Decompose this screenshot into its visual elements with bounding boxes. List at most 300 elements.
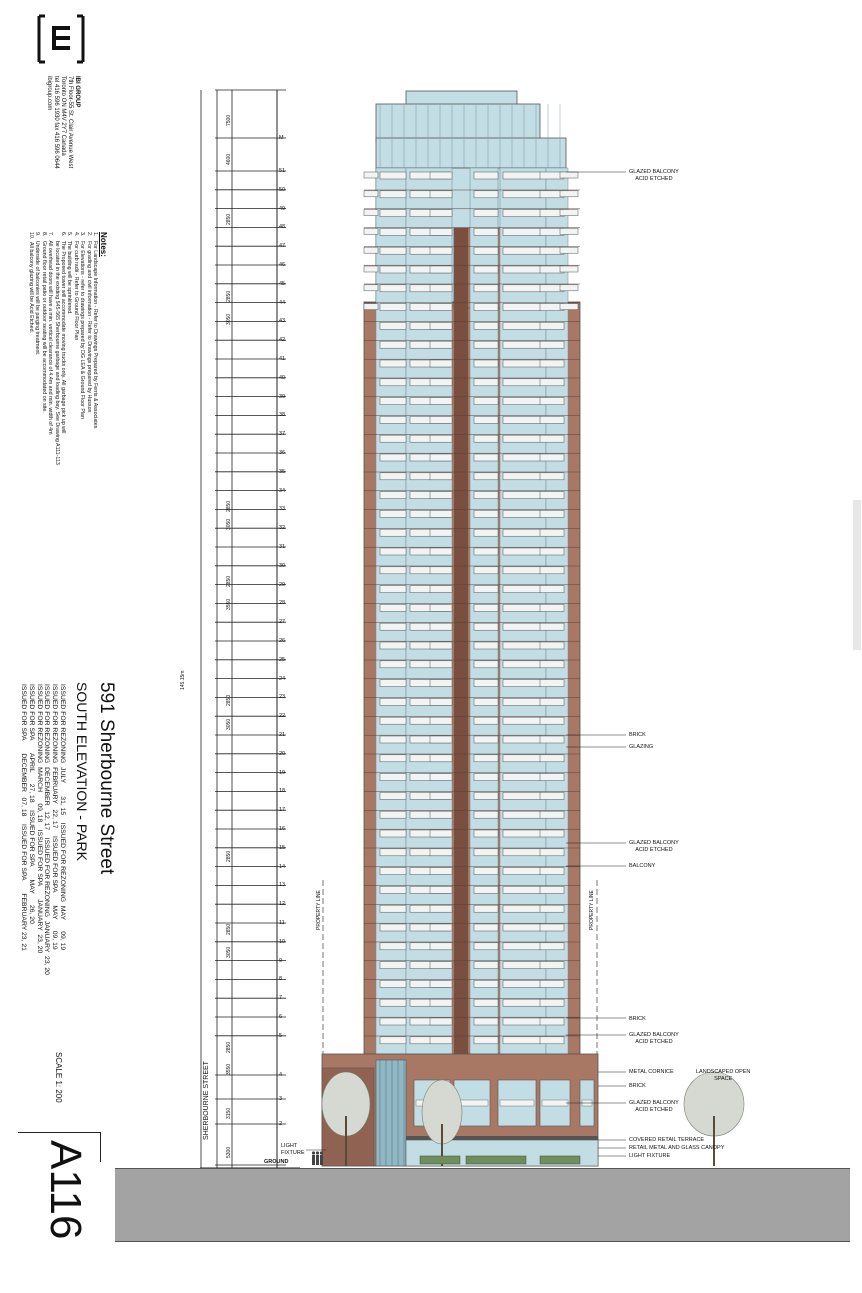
balcony bbox=[540, 623, 564, 630]
balcony bbox=[380, 717, 406, 724]
balcony bbox=[474, 510, 498, 517]
podium-balcony bbox=[500, 1100, 534, 1106]
balcony bbox=[540, 1037, 564, 1044]
balcony bbox=[503, 623, 541, 630]
balcony bbox=[503, 304, 541, 311]
balcony bbox=[540, 492, 564, 499]
balcony bbox=[430, 623, 452, 630]
floor-label: 8 bbox=[279, 976, 283, 983]
balcony bbox=[380, 285, 406, 292]
balcony bbox=[380, 360, 406, 367]
balcony bbox=[503, 492, 541, 499]
balcony bbox=[474, 924, 498, 931]
balcony bbox=[503, 1018, 541, 1025]
property-line-right-label: PROPERTY LINE bbox=[589, 890, 595, 930]
property-line-left-label: PROPERTY LINE bbox=[316, 890, 322, 930]
balcony bbox=[540, 322, 564, 329]
floor-label: 48 bbox=[279, 224, 286, 231]
callout-glazed-balcony-podium: GLAZED BALCONY ACID ETCHED bbox=[629, 1100, 679, 1113]
crown-low bbox=[376, 138, 566, 168]
balcony bbox=[503, 510, 541, 517]
floor-label: 31 bbox=[279, 544, 286, 550]
callout-brick-1: BRICK bbox=[629, 732, 646, 738]
balcony bbox=[540, 567, 564, 574]
balcony bbox=[503, 360, 541, 367]
dimension-value: 3050 bbox=[226, 718, 232, 730]
balcony bbox=[380, 191, 406, 198]
balcony-edge bbox=[560, 191, 578, 197]
dimension-value: 4600 bbox=[226, 153, 232, 165]
balcony bbox=[380, 228, 406, 235]
balcony bbox=[540, 943, 564, 950]
balcony bbox=[474, 435, 498, 442]
balcony bbox=[430, 962, 452, 969]
floor-label: 37 bbox=[279, 431, 286, 438]
balcony bbox=[474, 1018, 498, 1025]
balcony bbox=[380, 849, 406, 856]
dimension-value: 3150 bbox=[226, 1107, 232, 1119]
balcony bbox=[540, 341, 564, 348]
balcony bbox=[430, 454, 452, 461]
balcony bbox=[503, 473, 541, 480]
balcony bbox=[474, 623, 498, 630]
overall-height-dimension: 145.15m bbox=[180, 670, 186, 690]
floor-label: 10 bbox=[279, 938, 286, 945]
balcony bbox=[540, 661, 564, 668]
balcony bbox=[503, 868, 541, 875]
balcony bbox=[474, 548, 498, 555]
firm-contact: tel 416 596 1930 fax 416 596 0644 bbox=[53, 76, 59, 169]
balcony bbox=[474, 416, 498, 423]
balcony bbox=[474, 398, 498, 405]
balcony bbox=[503, 830, 541, 837]
floor-label: 4 bbox=[279, 1072, 283, 1078]
balcony bbox=[503, 416, 541, 423]
dimension-value: 2850 bbox=[226, 575, 232, 587]
balcony bbox=[503, 454, 541, 461]
balcony bbox=[430, 548, 452, 555]
note-item: 4. For curb radii - Refer to Ground Floor Plan bbox=[72, 232, 79, 341]
floor-label: 41 bbox=[279, 356, 286, 362]
note-item: 10. All balcony glazing will be Acid Etched. bbox=[27, 232, 34, 333]
callout-glazing: GLAZING bbox=[629, 744, 654, 750]
balcony bbox=[430, 586, 452, 593]
balcony bbox=[430, 398, 452, 405]
balcony bbox=[503, 943, 541, 950]
note-item: 6. The Proposed tower will accommodate moving trucks only. All garbage pick up will bbox=[59, 232, 66, 434]
callout-light-fixture: LIGHT FIXTURE bbox=[629, 1153, 671, 1159]
balcony bbox=[380, 905, 406, 912]
floor-label: 42 bbox=[279, 337, 286, 344]
floor-label: 36 bbox=[279, 450, 286, 456]
street-label: SHERBOURNE STREET bbox=[203, 1061, 210, 1140]
floor-label: 47 bbox=[279, 243, 286, 250]
callout-balcony: BALCONY bbox=[629, 863, 656, 869]
balcony bbox=[380, 210, 406, 217]
balcony bbox=[503, 435, 541, 442]
balcony bbox=[474, 379, 498, 386]
floor-label: 18 bbox=[279, 788, 286, 795]
floor-label: 40 bbox=[279, 374, 286, 381]
balcony bbox=[540, 811, 564, 818]
balcony bbox=[503, 341, 541, 348]
callout-glazed-balcony-low: GLAZED BALCONY ACID ETCHED bbox=[629, 1032, 679, 1045]
balcony-edge bbox=[560, 228, 578, 234]
balcony bbox=[430, 1018, 452, 1025]
balcony bbox=[430, 492, 452, 499]
balcony bbox=[430, 360, 452, 367]
balcony-edge bbox=[364, 266, 378, 272]
balcony bbox=[430, 416, 452, 423]
balcony bbox=[474, 567, 498, 574]
balcony-edge bbox=[364, 191, 378, 197]
dimension-value: 2850 bbox=[226, 850, 232, 862]
balcony bbox=[430, 379, 452, 386]
balcony bbox=[540, 548, 564, 555]
balcony bbox=[474, 868, 498, 875]
balcony bbox=[474, 736, 498, 743]
floor-label: 20 bbox=[279, 750, 286, 757]
balcony bbox=[540, 642, 564, 649]
balcony bbox=[380, 755, 406, 762]
note-item: 3. For Elevations - refer to drawings prepared by DG LEA & Ground Floor Plan bbox=[79, 232, 86, 419]
balcony bbox=[474, 492, 498, 499]
balcony bbox=[474, 811, 498, 818]
balcony bbox=[430, 529, 452, 536]
balcony bbox=[540, 980, 564, 987]
balcony bbox=[380, 341, 406, 348]
floor-label: 14 bbox=[279, 863, 286, 870]
balcony bbox=[380, 811, 406, 818]
balcony bbox=[503, 548, 541, 555]
ground-floor-label: GROUND bbox=[264, 1159, 289, 1165]
balcony bbox=[503, 736, 541, 743]
balcony bbox=[430, 886, 452, 893]
balcony bbox=[540, 698, 564, 705]
floor-label: 11 bbox=[279, 920, 285, 926]
balcony bbox=[380, 473, 406, 480]
floor-label: 3 bbox=[279, 1096, 283, 1102]
balcony bbox=[380, 1018, 406, 1025]
balcony bbox=[430, 905, 452, 912]
balcony bbox=[540, 886, 564, 893]
balcony-edge bbox=[560, 304, 578, 310]
balcony bbox=[474, 680, 498, 687]
balcony bbox=[380, 454, 406, 461]
floor-label: 44 bbox=[279, 299, 286, 306]
person-figure bbox=[312, 1155, 315, 1165]
balcony bbox=[380, 435, 406, 442]
balcony bbox=[380, 398, 406, 405]
balcony bbox=[503, 228, 541, 235]
balcony bbox=[474, 604, 498, 611]
crown-mid bbox=[376, 104, 540, 142]
balcony bbox=[430, 172, 452, 179]
balcony bbox=[540, 529, 564, 536]
dimension-value: 3550 bbox=[226, 1063, 232, 1075]
balcony-edge bbox=[364, 285, 378, 291]
balcony bbox=[430, 473, 452, 480]
firm-name: IBI GROUP bbox=[74, 76, 80, 108]
balcony bbox=[474, 247, 498, 254]
balcony bbox=[474, 661, 498, 668]
person-figure bbox=[316, 1155, 319, 1165]
balcony bbox=[474, 191, 498, 198]
balcony bbox=[540, 868, 564, 875]
dimension-value: 3050 bbox=[226, 313, 232, 325]
balcony bbox=[430, 717, 452, 724]
balcony bbox=[503, 962, 541, 969]
balcony bbox=[430, 304, 452, 311]
firm-address-line1: 7th Floor-55 St. Clair Avenue West bbox=[67, 76, 73, 169]
balcony bbox=[474, 210, 498, 217]
balcony bbox=[540, 962, 564, 969]
balcony bbox=[503, 322, 541, 329]
floor-label: 34 bbox=[279, 487, 286, 494]
dimension-value: 2850 bbox=[226, 694, 232, 706]
balcony bbox=[380, 379, 406, 386]
balcony bbox=[503, 755, 541, 762]
balcony bbox=[430, 755, 452, 762]
balcony-edge bbox=[560, 210, 578, 216]
balcony bbox=[380, 529, 406, 536]
balcony bbox=[430, 228, 452, 235]
floor-label: 28 bbox=[279, 600, 286, 607]
balcony bbox=[503, 285, 541, 292]
floor-label: 33 bbox=[279, 506, 286, 513]
balcony bbox=[503, 642, 541, 649]
floor-label: 46 bbox=[279, 262, 286, 268]
balcony bbox=[540, 774, 564, 781]
balcony bbox=[380, 736, 406, 743]
light-fixture-left-label: LIGHT FIXTURE bbox=[281, 1143, 305, 1156]
note-item: 2. For grading and civil information - Refer to Drawings prepared by Husson bbox=[85, 232, 92, 413]
balcony bbox=[503, 980, 541, 987]
person-head bbox=[320, 1151, 323, 1154]
issue-row: ISSUED FOR SPA DECEMBER 07, 18 ISSUED FOR SPA FEBRUARY 23, 21 bbox=[20, 684, 28, 951]
balcony bbox=[430, 849, 452, 856]
balcony bbox=[474, 360, 498, 367]
balcony bbox=[540, 849, 564, 856]
balcony bbox=[503, 172, 541, 179]
balcony bbox=[430, 680, 452, 687]
balcony bbox=[430, 266, 452, 273]
balcony bbox=[503, 604, 541, 611]
balcony bbox=[380, 623, 406, 630]
floor-label: 21 bbox=[279, 732, 286, 738]
balcony bbox=[474, 886, 498, 893]
balcony bbox=[540, 416, 564, 423]
balcony bbox=[474, 717, 498, 724]
balcony-edge bbox=[364, 210, 378, 216]
balcony bbox=[380, 943, 406, 950]
balcony bbox=[430, 247, 452, 254]
balcony bbox=[380, 642, 406, 649]
balcony bbox=[503, 398, 541, 405]
note-item: 1. For Landscape Information - Refer to Drawings Prepared by Ferris & Associates bbox=[92, 232, 98, 429]
balcony bbox=[540, 755, 564, 762]
dimension-value: 2850 bbox=[226, 500, 232, 512]
floor-label: 12 bbox=[279, 901, 286, 908]
balcony bbox=[430, 736, 452, 743]
balcony-edge bbox=[364, 228, 378, 234]
callout-brick-2: BRICK bbox=[629, 1016, 646, 1022]
balcony bbox=[380, 604, 406, 611]
balcony bbox=[380, 304, 406, 311]
balcony bbox=[430, 924, 452, 931]
callout-metal-cornice: METAL CORNICE bbox=[629, 1069, 674, 1075]
planter bbox=[540, 1156, 580, 1164]
balcony bbox=[430, 604, 452, 611]
callout-covered-retail: COVERED RETAIL TERRACE bbox=[629, 1137, 705, 1143]
balcony bbox=[503, 999, 541, 1006]
callout-landscaped: LANDSCAPED OPEN SPACE bbox=[696, 1069, 751, 1082]
floor-label: M bbox=[279, 135, 284, 141]
balcony bbox=[540, 830, 564, 837]
balcony bbox=[380, 661, 406, 668]
balcony bbox=[474, 172, 498, 179]
balcony bbox=[474, 266, 498, 273]
floor-label: 50 bbox=[279, 186, 286, 193]
balcony-edge bbox=[364, 172, 378, 178]
balcony bbox=[503, 379, 541, 386]
floor-label: 5 bbox=[279, 1032, 283, 1039]
issue-row: ISSUED FOR REZONING MARCH 09, 18 ISSUED FOR SPA JANUARY 23, 20 bbox=[35, 684, 43, 954]
balcony bbox=[540, 379, 564, 386]
balcony bbox=[474, 341, 498, 348]
balcony bbox=[540, 454, 564, 461]
ground-plane bbox=[115, 1168, 850, 1242]
balcony bbox=[380, 567, 406, 574]
floor-label: 26 bbox=[279, 638, 286, 644]
floor-label: 30 bbox=[279, 562, 286, 569]
balcony bbox=[503, 247, 541, 254]
podium-entry-glass bbox=[376, 1060, 406, 1166]
floor-label: 17 bbox=[279, 807, 286, 814]
balcony bbox=[430, 999, 452, 1006]
balcony bbox=[540, 680, 564, 687]
balcony bbox=[503, 1037, 541, 1044]
balcony bbox=[430, 774, 452, 781]
balcony bbox=[503, 792, 541, 799]
balcony bbox=[380, 492, 406, 499]
title-address: 591 Sherbourne Street bbox=[96, 682, 117, 875]
balcony bbox=[474, 586, 498, 593]
balcony bbox=[474, 322, 498, 329]
balcony bbox=[474, 999, 498, 1006]
balcony bbox=[430, 811, 452, 818]
balcony bbox=[474, 454, 498, 461]
balcony bbox=[503, 924, 541, 931]
balcony bbox=[380, 868, 406, 875]
balcony bbox=[380, 792, 406, 799]
balcony bbox=[430, 980, 452, 987]
floor-label: 23 bbox=[279, 694, 286, 701]
balcony bbox=[503, 210, 541, 217]
balcony bbox=[540, 510, 564, 517]
issue-row: ISSUED FOR REZONING FEBRUARY 22, 17 ISSUED FOR SPA MAY 09, 19 bbox=[51, 684, 59, 950]
balcony bbox=[430, 510, 452, 517]
balcony bbox=[503, 191, 541, 198]
balcony bbox=[474, 849, 498, 856]
floor-label: 6 bbox=[279, 1014, 283, 1020]
issue-row: ISSUED FOR REZONING DECEMBER 12, 17 ISSUED FOR REZONING JANUARY 23, 20 bbox=[43, 684, 51, 975]
balcony bbox=[380, 698, 406, 705]
balcony bbox=[380, 774, 406, 781]
person-head bbox=[316, 1151, 319, 1154]
scrollbar-thumb[interactable] bbox=[853, 500, 861, 650]
balcony bbox=[380, 586, 406, 593]
balcony bbox=[503, 905, 541, 912]
floor-label: 19 bbox=[279, 769, 286, 776]
balcony bbox=[503, 698, 541, 705]
balcony bbox=[430, 567, 452, 574]
balcony bbox=[380, 322, 406, 329]
dimension-value: 2850 bbox=[226, 213, 232, 225]
balcony bbox=[380, 980, 406, 987]
balcony bbox=[380, 172, 406, 179]
floor-label: 43 bbox=[279, 318, 286, 325]
balcony-edge bbox=[364, 247, 378, 253]
note-item: be located in the existing 545-565 Sherbourne garbage and loading bay. See Drawing A111-113 bbox=[53, 232, 60, 465]
balcony bbox=[540, 473, 564, 480]
balcony bbox=[430, 285, 452, 292]
balcony bbox=[503, 811, 541, 818]
balcony bbox=[503, 886, 541, 893]
balcony bbox=[380, 510, 406, 517]
dimension-value: 3050 bbox=[226, 946, 232, 958]
callout-retail-canopy: RETAIL METAL AND GLASS CANOPY bbox=[629, 1145, 725, 1151]
balcony bbox=[540, 905, 564, 912]
balcony bbox=[503, 586, 541, 593]
balcony bbox=[540, 736, 564, 743]
balcony bbox=[540, 999, 564, 1006]
balcony bbox=[474, 943, 498, 950]
balcony bbox=[474, 774, 498, 781]
dimension-value: 2850 bbox=[226, 290, 232, 302]
balcony bbox=[474, 698, 498, 705]
balcony bbox=[474, 304, 498, 311]
floor-label: 22 bbox=[279, 713, 286, 720]
dimension-value: 3050 bbox=[226, 518, 232, 530]
firm-website: ibigroup.com bbox=[46, 76, 52, 111]
balcony bbox=[503, 567, 541, 574]
balcony-edge bbox=[364, 304, 378, 310]
balcony bbox=[540, 924, 564, 931]
notes-heading: Notes: bbox=[99, 232, 108, 257]
sheet-number: A116 bbox=[41, 1140, 90, 1240]
floor-label: 13 bbox=[279, 882, 286, 889]
note-item: 8. Ground floor retail patio or outdoor seating will be accommodated on site. bbox=[40, 232, 47, 413]
balcony bbox=[380, 266, 406, 273]
floor-label: 16 bbox=[279, 826, 286, 832]
balcony bbox=[430, 191, 452, 198]
balcony bbox=[430, 341, 452, 348]
balcony bbox=[503, 849, 541, 856]
balcony bbox=[540, 398, 564, 405]
balcony bbox=[474, 529, 498, 536]
balcony bbox=[430, 698, 452, 705]
balcony bbox=[380, 924, 406, 931]
balcony bbox=[474, 962, 498, 969]
dimension-value: 2850 bbox=[226, 923, 232, 935]
balcony bbox=[380, 416, 406, 423]
balcony bbox=[540, 717, 564, 724]
balcony bbox=[430, 868, 452, 875]
balcony bbox=[380, 999, 406, 1006]
dimension-value: 5300 bbox=[226, 1146, 232, 1158]
balcony bbox=[503, 680, 541, 687]
